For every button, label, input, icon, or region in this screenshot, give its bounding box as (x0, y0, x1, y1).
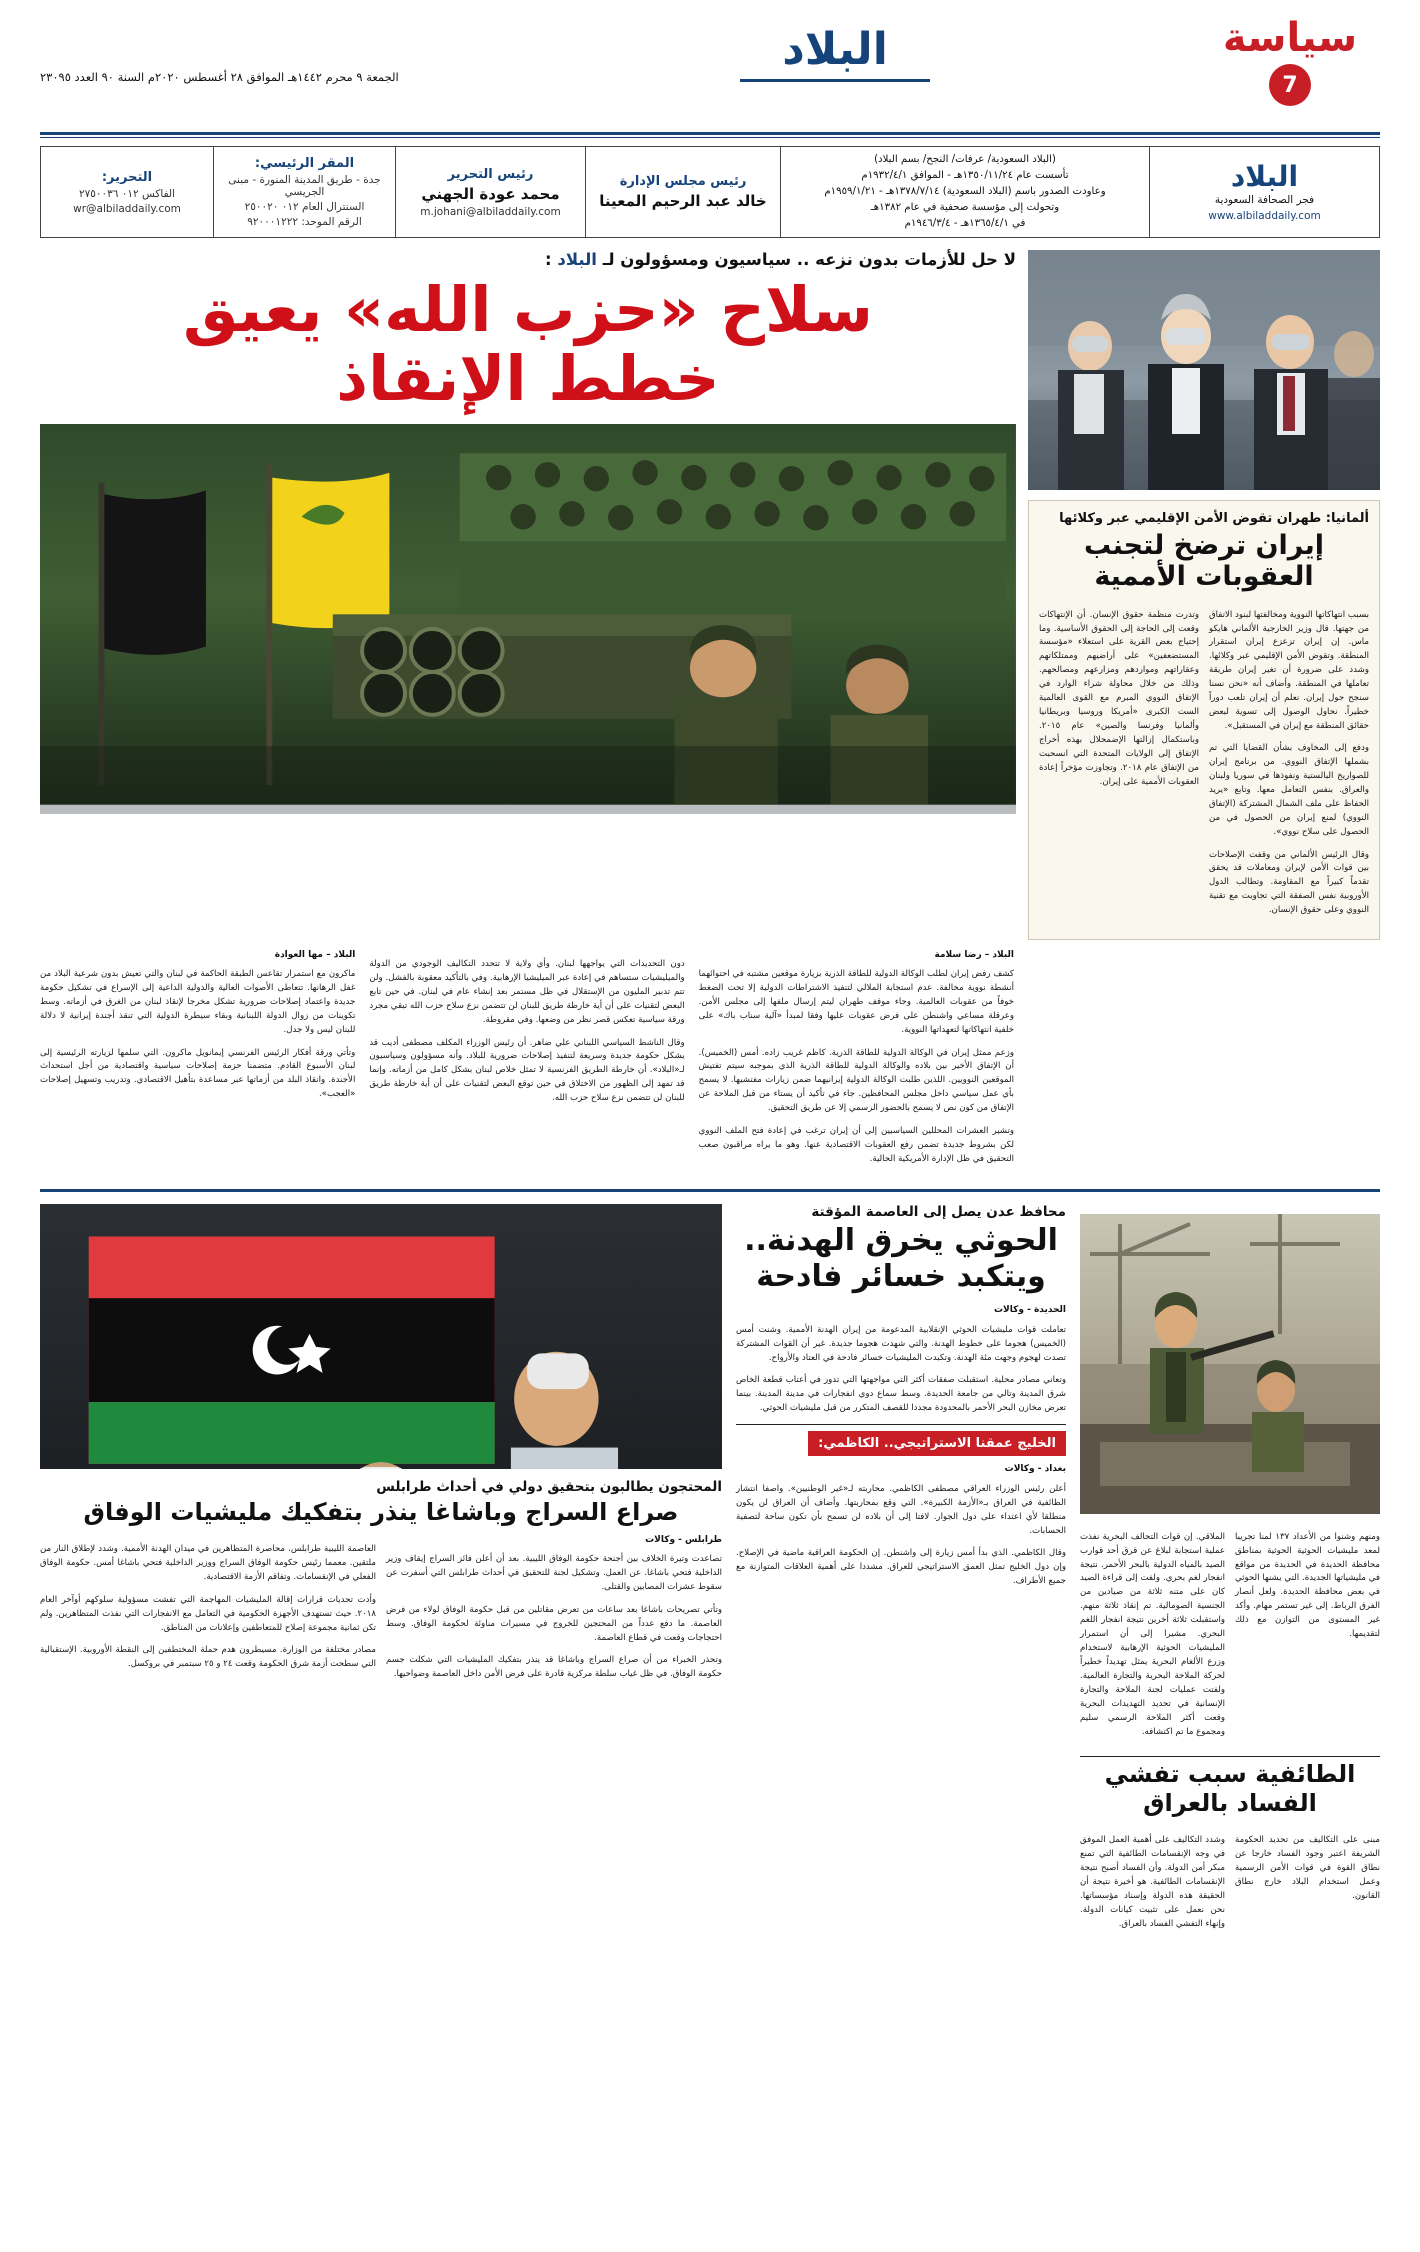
info-legal (780, 147, 1149, 237)
iraq-corruption-headline: الطائفية سبب تفشي الفساد بالعراق (1104, 1760, 1356, 1817)
lead-col1-p1: كشف رفض إيران لطلب الوكالة الدولية للطاقة الذرية بزيارة موقعين مشتبه في احتوائهما أنشطة نووية مخالفة. عدم استجابة الملالي لتنفيذ الاشتراطات الدولية إلا تحت الضغط خوفاً من عقوبات العالمية. وجاء موقف طهران ليتم إرسال ملفها إلى مجلس الأمن. وعرقلة مساعي واشنطن على فرض عقوبات عليها وفقا لمبدأ «آلية سناب باك» على خلفية انتهاكاتها لتعهداتها النووية. (698, 969, 1014, 1036)
libya-dateline: طرابلس - وكالات (645, 1534, 722, 1545)
masthead-rule-thin (40, 137, 1380, 138)
hq-address: جدة - طريق المدينة المنورة - مبنى الجريسي (228, 174, 381, 198)
article-iran-p4: وتدرت منظمة حقوق الإنسان. أن الإنتهاكات وقعت إلى الحاجة إلى الحقوق الأساسية. وما إحتياج بعض القرية على استعلاء «مؤسسة المستضعفين» على أراضيهم وممتلكاتهم وعقاراتهم ومواردهم ومزارعهم ومصالحهم. وذلك من خلال محاولة شراء الوارد في الإتفاق النووي المبرم مع القوى العالمية الست الكبرى «أمريكا وروسيا وبريطانيا وألمانيا وفرنسا والصين» عام ٢٠١٥. وباستكمال إزالتها الإضمحلال بهذه أخراج الإتفاق إلى الولايات المتحدة التي انسحبت من الإتفاق عام ٢٠١٨. وتجاوزت مؤخراً إعادة العقوبات الأممية على إيران. (1039, 609, 1199, 787)
lead-col-1 (699, 950, 1014, 1175)
libya-p5: وأدت تحديات قرارات إقالة المليشيات المهاجمة التي تفشت مسؤولية سلوكهم أوآخر العام ٢٠١٨. حيث تستهدف الأجهزة الحكومية في التعامل مع الانفجارات التي نفذت المتظاهرين. ولم تكن ثمانية مجموعة إصلاح للمتعاطفين وإعلانات من المناطق. (40, 1594, 376, 1633)
article-iran-headline: إيران ترضخ لتجنب العقوبات الأممية (1084, 530, 1324, 592)
iraq-corruption-p1: مبنى على التكاليف من تحديد الحكومة الشريفة اعتبر وجود الفساد خارجا عن نطاق القوة في قوات الأمن الرسمية وعمل استخدام البلاد خارج نطاق القانون. (1235, 1835, 1380, 1901)
lead-main (40, 250, 1016, 940)
lead-col3-p2: وتأتي ورقة أفكار الرئيس الفرنسي إيمانويل ماكرون. التي سلمها لزيارته الرئيسية إلى لبنان الأسبوع القادم. متضمنا حزمة إصلاحات سياسية واقتصادية من أجل استحداث الأجندة. وانقاذ البلد من أزماتها عبر مساعدة بتأهيل الاقتصادي. وتدريب وتسهيل إصلاحات «العجب». (40, 1047, 356, 1100)
section-name: سياسة (1222, 15, 1358, 61)
photo-libya-protest (40, 1204, 722, 1469)
chairman-name: خالد عبد الرحيم المعينا (599, 192, 767, 210)
lead-kicker-colon: : (545, 250, 552, 269)
libya-column (40, 1204, 722, 1940)
libya-p6: مصادر مختلفة من الوزارة. مسيطرون هدم حملة المختطفين إلى النقطة الأوروبية. الإستقبالية التي سطحت أزمة شرق الحكومة وقعت ٢٤ و ٢٥ سبتمبر في بروكسل. (40, 1645, 376, 1670)
legal-line-2: تأسست عام ١٣٥٠/١١/٢٤هـ - الموافق ١٩٣٢/٤/١م (861, 170, 1069, 182)
lead-body-columns (40, 950, 1380, 1175)
houthi-mid-column (736, 1204, 1066, 1940)
info-editorial (41, 147, 213, 237)
info-chairman (585, 147, 780, 237)
lead-col-2 (369, 950, 684, 1175)
lead-headline-line1: سلاح «حزب الله» يعيق (182, 273, 874, 346)
kadhimi-p1: أعلن رئيس الوزراء العراقي مصطفى الكاظمي. محاربته لـ«غير الوطنيين». واصفا انتشار الطائفية في العراق بـ«الأزمة الكبيرة». التي وقع بمحاربتها. وأضاف أن العراق لن يكون منطلقا لأي اعتداء على دول الجوار. لافتا إلى أن بلاده لن تسمح بأن تكون ساحة لتصفية الحسابات. (736, 1484, 1066, 1536)
section-divider (40, 1189, 1380, 1192)
legal-line-3: وعاودت الصدور باسم (البلاد السعودية) ١٣٧٨/٧/١٤هـ - ١٩٥٩/١/٢١م (824, 186, 1106, 198)
info-editor-in-chief (395, 147, 585, 237)
legal-line-5: في ١٣٦٥/٤/١هـ - ١٩٤٦/٣/٤م (904, 217, 1026, 229)
houthi-p2: وتعاني مصادر محلية. استقبلت صفقات أكثر التي مواجهتها التي تدور في أعتاب قطعة الخاص شرق المدينة وتالي من جامعة الحديدة. وسط سماع دوي انفجارات في مدينة المدينة. بينما تعرض مخازن البحر الأحمر بالمحدودة مجددا للقصف المتكرر من قبل مليشيات الحوثي. (736, 1375, 1066, 1413)
editorial-label: التحرير: (101, 169, 153, 185)
libya-headline: صراع السراج وباشاغا ينذر بتفكيك مليشيات الوفاق (83, 1498, 679, 1527)
kadhimi-redbar: الخليج عمقنا الاستراتيجي.. الكاظمي: (808, 1431, 1066, 1456)
newspaper-logo (470, 24, 1200, 82)
houthi-p4: الملاقي. إن قوات التحالف البحرية نفذت عملية استجابة لبلاغ عن قرق أحد قوارب الصيد بالمياه الدولية بالبحر الأحمر. نتيجة انفجار لغم بحري. ولفت إلى قراءة الصيد كان على متنه ثلاثة من صيادين من الجنسية الصومالية. تم إنقاذ ثلاثة منهم. واستقبلت ثلاثة أخرين نتيجة انفجار اللغم البحري. مشيرا إلى أن استمرار المليشيات الحوثية الإرهابية لاستخدام وزرع الألغام البحرية يمثل تهديداً خطيراً لحركة الملاحة البحرية والتجارة العالمية. ولفتت عمليات لجنة الملاحة والتجارة الإنسانية في تحديد التهديدات البحرية وقعت أكثر الملاحة الرسمي سليم ومجموع ما تم اكتشافه. (1080, 1531, 1225, 1737)
kadhimi-top-rule (736, 1424, 1066, 1425)
brand-tagline: فجر الصحافة السعودية (1214, 193, 1315, 206)
brand-name: البلاد (1230, 159, 1299, 193)
iraq-corruption-p2: وشدد التكاليف على أهمية العمل الموفق في وجه الإنقسامات الطائفية التي تمنع مبكر أمن الدولة. وأن الفساد أصبح نتيجة الإنقسامات الطائفية. هو أخيرة نتيجة أن الحقيقة هذه الدولة وإسناد مؤسساتها. نحن نعمل على تثبيت كيانات الدولة. وإنهاء التفشي الفساد بالعراق. (1080, 1835, 1225, 1929)
libya-p3: وتحذر الخبراء من أن صراع السراج وباشاغا قد ينذر بتفكيك المليشيات التي شكلت جسم حكومة الوفاق. في ظل غياب سلطة مركزية قادرة على فرض الأمن داخل العاصمة وضواحيها. (386, 1655, 722, 1680)
lead-col1-dateline: البلاد – رضا سلامة (934, 949, 1014, 960)
lead-story (40, 250, 1380, 940)
photo-yemeni-fighters (1080, 1214, 1380, 1514)
libya-p1: تصاعدت وتيرة الخلاف بين أجنحة حكومة الوفاق الليبية. بعد أن أعلن فائز السراج إيقاف وزير الداخلية فتحي باشاغا. عن العمل. وتشكيل لجنة للتحقيق في أحداث طرابلس التي أسفرت عن سقوط عشرات المصابين والقتلى. (386, 1554, 722, 1593)
libya-subhead: المحتجون يطالبون بتحقيق دولي في أحداث طرابلس (376, 1479, 722, 1496)
masthead (0, 0, 1420, 130)
lead-kicker-text: لا حل للأزمات بدون نزعه .. سياسيون ومسؤولون لـ (602, 250, 1016, 269)
kadhimi-p2: وقال الكاظمي. الذي بدأ أمس زيارة إلى واشنطن. إن الحكومة العراقية ماضية في الإصلاح. وإن دول الخليج تمثل العمق الاستراتيجي للعراق. مشددا على أهمية العلاقات المتوازنة مع جميع الأطراف. (736, 1548, 1066, 1587)
publication-info-bar (40, 146, 1380, 238)
editorial-fax: الفاكس ٠١٢ ٢٧٥٠٠٣٦ (78, 187, 176, 200)
chairman-label: رئيس مجلس الإدارة (619, 174, 747, 189)
legal-line-1: (البلاد السعودية/ عرفات/ النجح/ بسم البلاد) (874, 154, 1056, 166)
lead-col-3 (40, 950, 355, 1175)
editor-label: رئيس التحرير (447, 166, 534, 182)
libya-p2: وتأتي تصريحات باشاغا بعد ساعات من تعرض مقاتلين من قبل حكومة الوفاق لولاء من فرض العاصمة. ما دفع عدداً من المحتجين للخروج في مسيرات مناوئة لحكومة الوفاق. وسط احتجاجات وقعت في قطاع العاصمة. (386, 1604, 722, 1643)
article-iran (1028, 500, 1380, 940)
photo-hezbollah-parade (40, 424, 1016, 814)
article-iran-p3: وقال الرئيس الألماني من وقفت الإصلاحات بين قوات الأمن لإيران ومعاملات قد يحقق تقدماً كبيراً مع المقاومة. وتطالب الدول الأوروبية نفس الصفقة التي تجاوبت مع تقنية النووي وعلى حقوق الإنسان. (1209, 849, 1369, 916)
houthi-p1: تعاملت قوات مليشيات الحوثي الإنقلابية المدعومة من إيران الهدنة الأممية. وشنت أمس (الخميس) هجوما على خطوط الهدنة. والتي شهدت هجوما جديدة. غير أن القوات المشتركة تصدت لهجوم وجهت مئة الهدنة. وتكبدت المليشيات خسائر فادحة في العتاد والأرواح. (736, 1324, 1066, 1363)
photo-officials-meeting (1028, 250, 1380, 490)
houthi-bottom-rule (1080, 1756, 1380, 1757)
lead-kicker (40, 250, 1016, 269)
section-brand (1200, 15, 1380, 106)
hq-switchboard: السنترال العام ٠١٢ ٢٥٠٠٢٠ (244, 201, 365, 213)
hq-label: المقر الرئيسي: (254, 156, 355, 171)
legal-line-4: وتحولت إلى مؤسسة صحفية في عام ١٣٨٢هـ (870, 201, 1060, 213)
info-headquarters (213, 147, 395, 237)
article-iran-subhead: ألمانيا: طهران تقوض الأمن الإقليمي عبر وكلائها (1059, 511, 1369, 526)
lead-headline-line2: خطط الإنقاذ (336, 342, 720, 416)
lead-col2-p2: وقال الناشط السياسي اللبناني علي ضاهر. أن رئيس الوزراء المكلف مصطفى أديب قد يشكل حكومة جديدة وسريعة لتنفيذ إصلاحات ضرورية للبلاد. وأنه مسؤولون وسياسيون لـ«البلاد». أن خارطة الطريق الفرنسية لا تمثل خلاص لبنان بشكل كامل من أزماته. وإنما قد تمهد إلى الظهور من الاختلاق في حين توقع البعض لتقنيات على أن أية خارطة طريق للبنان لن تتضمن نزع سلاح حزب الله. (369, 1037, 685, 1104)
brand-website[interactable]: www.albiladdaily.com (1208, 209, 1321, 222)
houthi-subhead: محافظ عدن يصل إلى العاصمة المؤقتة (811, 1204, 1066, 1221)
houthi-dateline: الحديدة - وكالات (994, 1305, 1066, 1316)
lead-col3-dateline: البلاد – مها العوادة (274, 949, 356, 960)
issue-date-line: الجمعة ٩ محرم ١٤٤٢هـ الموافق ٢٨ أغسطس ٢٠٢٠م السنة ٩٠ العدد ٢٣٠٩٥ (40, 70, 399, 84)
lead-headline (40, 275, 1016, 414)
page-number-badge: 7 (1269, 64, 1311, 106)
lead-col1-p3: وتشير العشرات المحللين السياسيين إلى أن إيران ترغب في إعادة فتح الملف النووي لكن بشروط جديدة تضمن رفع العقوبات الاقتصادية عنها. وهو ما يراه مراقبون صعب التحقيق في ظل الإدارة الأمريكية الحالية. (698, 1125, 1014, 1164)
article-iran-p2: ودفع إلى المخاوف بشأن القضايا التي تم بشملها الإتفاق النووي. من برنامج إيران للصواريخ البالستية ونفوذها في سوريا ولبنان والعراق. بنفس التعامل معها. وتابع «يريد الحفاظ على ملف الشمال المشتركة (الإتفاق النووي) لمنع إيران من الحصول في من الحصول على سلاح نووي». (1209, 743, 1369, 838)
lead-col2-p1: دون التحديدات التي يواجهها لبنان. وأي ولاية لا تتحدد التكاليف الوجودي من الدولة والميليشيات ستساهم في إعادة عبر الميليشيا الإرهابية. وفي بالتأكيد معقوبة بالفشل. ولن تتم تدبير المليون من الإستقلال في ظل مستمر بعد إنشاء عام في لبنان. في حين تابع البعض لتقنيات على أن أية خارطة طريق للبنان لن تتضمن نزع سلاح حزب الله تبقي مجرد ورقة سياسية تعكس قصر نظر من وضعها. وفي مقروطة. (369, 959, 685, 1026)
kadhimi-dateline: بغداد - وكالات (1004, 1464, 1066, 1475)
houthi-left-column (1080, 1204, 1380, 1940)
houthi-p3: ومنهم وشنوا من الأعداد ١٣٧ لمنا تجريبا لمعد مليشيات الحوثية الحوثية بمناطق محافظة الحديدة في الحديدة من مواقع في مليشياتها الجديدة. التي يشنها الحوثي في بعض محافظة الحديدة. ولعل أنصار الفرق الرباط. إلى غير تستمر مهام. وأكد غير المستوى من التوازن مع ذلك لتقديمها. (1235, 1531, 1380, 1640)
libya-text (40, 1535, 722, 1691)
info-brand (1149, 147, 1379, 237)
houthi-headline: الحوثي يخرق الهدنة.. ويتكبد خسائر فادحة (744, 1223, 1058, 1295)
lower-section (40, 1204, 1380, 1940)
lead-col3-p1: ماكرون مع استمرار تقاعس الطبقة الحاكمة في لبنان والتي تعيش بدون شرعية البلاد من غفل الرهانها. تتعاطى الأصوات العالية والدولية الداعية إلى الإسراع في تشكيل حكومة جديدة واعتماد إصلاحات ضرورية تشكل مخرجا لإنقاذ لبنان من الغرق في أزماته. وسط تكوينات من زوال الدولة اللبنانية وبقاء سيطرة الدولية التي تنقذ أجندة إيرانية لا دلالة للبنان ليس ولا جدل. (40, 969, 356, 1036)
hq-unified-number: الرقم الموحد: ٩٢٠٠٠١٢٢٢ (247, 216, 362, 228)
article-iran-p1: بسبب انتهاكاتها النووية ومخالفتها لبنود الاتفاق من جهتها. قال وزير الخارجية الألماني هايكو ماس. إن إيران تزعزع إيران استقرار المنطقة. وتقوض الأمن الإقليمي عبر وكلائها. وشدد على ضرورة أن تغير إيران طريقة تعاملها في المنطقة. وأضاف أنه «نحن نسنا سنجح حول إيران. نعلم أن إيران تلعب دوراً خطيراً. نحاول الوصول إلى تسوية لبعض حقائق المنطقة مع إيران في المستقبل». (1208, 609, 1369, 731)
logo-text: البلاد (782, 24, 888, 75)
editor-email[interactable]: m.johani@albiladdaily.com (420, 205, 561, 218)
houthi-left-text (1080, 1522, 1380, 1748)
libya-p4: العاصمة الليبية طرابلس. محاصرة المتظاهرين في ميدان الهدنة الأممية. وشدد لإطلاق النار من ملتقين. معمما رئيس حكومة الوفاق السراج ووزير الداخلية فتحي باشاغا أمس. حكومة الوفاق الفعلي في الإنقسامات. وتفاقم الأزمة الاقتصادية. (40, 1544, 376, 1583)
left-column (1028, 250, 1380, 940)
editor-name: محمد عودة الجهني (421, 184, 560, 203)
logo-underline (740, 79, 930, 82)
lead-kicker-brand: البلاد (557, 250, 597, 269)
iraq-corruption-text (1080, 1826, 1380, 1941)
editorial-email[interactable]: wr@albiladdaily.com (73, 202, 181, 215)
masthead-rule (40, 132, 1380, 135)
lead-col1-p2: وزعم ممثل إيران في الوكالة الدولية للطاقة الذرية. كاظم غريب زاده. أمس (الخميس). أن الإتفاق الأخير بين بلاده والوكالة الدولية للطاقة الذرية الذي بموجبه سيتم تفتيش الموقعين النوويين. اللذين طلبت الوكالة الدولية إيرانيهما ضمن زيارات مفتشيها. لا يسمح بأي عمل سياسي داخل مجلس المحافظين. جاء في تأكيد أن يستاء من قبل الملاحة عن الإتفاق من كون نص لا يسمح بالحضور الرسمي إلا عن طريق التحقيق. (698, 1047, 1014, 1114)
